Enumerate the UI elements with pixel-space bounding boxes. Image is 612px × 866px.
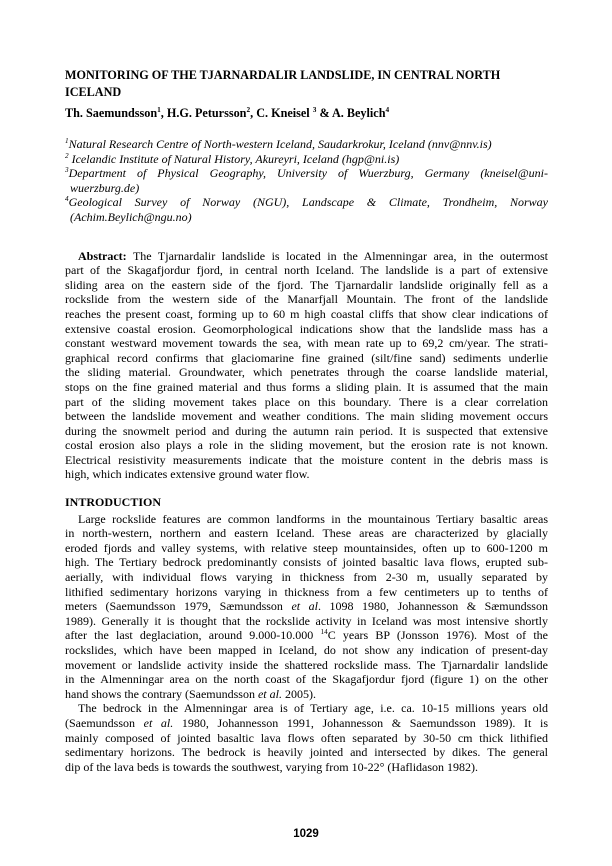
text-line: dip of the lava beds is towards the southwest, varying from 10-22° (Haflidason 1982). (65, 759, 479, 774)
text-line: wuerzburg.de) (70, 180, 140, 195)
text-line: in north-western, northern and eastern Iceland. These areas are characterized by glacially (65, 526, 548, 541)
text-line: hand shows the contrary (Saemundsson et al. 2005). (65, 686, 316, 701)
text-line: after the last deglaciation, around 9.000-10.000 $^{14}$C years BP (Jonsson 1976). Most of the (65, 628, 549, 643)
text-line: $^4$Geological Survey of Norway (NGU), Landscape & Climate, Trondheim, Norway (65, 195, 548, 210)
introduction-paragraph-2 (65, 701, 548, 774)
text-line: meters (Saemundsson 1979, Sæmundsson et al. 1098 1980, Johannesson & Sæmundsson (65, 599, 548, 614)
text-line: ICELAND (65, 85, 122, 99)
text-line: costal erosion also plays a role in the sliding movement, but the erosion rate is not known. (65, 438, 548, 453)
text-line: mainly composed of jointed basaltic lava flows often separated by 30-50 cm thick lithified (65, 730, 548, 745)
text-line: graphical record confirms that glaciomarine fine grained (silt/fine sand) sediments underlie (65, 350, 548, 365)
text-line: Electrical resistivity measurements indicate that the moisture content in the debris mass is (65, 452, 548, 467)
text-line: The bedrock in the Almenningar area is of Tertiary age, i.e. ca. 10-15 millions years old (78, 701, 548, 716)
text-line: rockslides, which have been mapped in Iceland, do not show any indication of present-day (65, 643, 548, 657)
text-line: (Achim.Beylich@ngu.no) (70, 209, 192, 224)
text-line: lithified sedimentary horizons varying in thickness from a few centimeters up to tenths of (65, 584, 548, 599)
text-line: high, which indicates extensive ground water flow. (65, 467, 310, 482)
page-number: 1029 (293, 828, 319, 840)
text-line: $^3$Department of Physical Geography, University of Wuerzburg, Germany (kneisel@uni- (65, 166, 548, 181)
text-line: part of the sliding movement takes place on this boundary. There is a clear correlation (65, 394, 548, 409)
text-line: 1989). Generally it is thought that the rockslide activity in Iceland was most intensive shortly (65, 613, 548, 628)
introduction-paragraph-1 (65, 512, 548, 702)
abstract-paragraph (65, 249, 548, 483)
page-content (65, 67, 548, 774)
text-line: part of the Skagafjordur fjord, in central north Iceland. The landslide is a part of extensive (65, 263, 548, 278)
text-line: sliding area on the eastern side of the fjord. The Tjarnardalir landslide originally fell as a (65, 277, 548, 292)
text-line: in the Almenningar area on the north coast of the Skagafjordur fjord (figure 1) on the other (65, 672, 548, 687)
text-line: Abstract: The Tjarnardalir landslide is located in the Almenningar area, in the outermost (78, 248, 548, 263)
text-line: MONITORING OF THE TJARNARDALIR LANDSLIDE, IN CENTRAL NORTH (65, 68, 501, 82)
text-line: high. The Tertiary bedrock predominantly consists of jointed basaltic lava flows, erupted sub- (65, 555, 548, 570)
text-line: reaches the present coast, forming up to 60 m high coastal cliffs that show clear indications of (65, 306, 548, 321)
text-line: $^1$Natural Research Centre of North-western Iceland, Saudarkrokur, Iceland (nnv@nnv.is) (65, 137, 492, 151)
text-line: during the snowmelt period and during the autumn rain period. It is suspected that extensive (65, 423, 548, 438)
text-line: eroded fjords and valley systems, with relative steep mountainsides, often up to 600-1200 m (65, 540, 548, 555)
text-line: constant westward movement towards the sea, with mean rate up to 69,2 cm/year. The strati- (65, 336, 548, 351)
text-line: between the landslide movement and weather conditions. The main sliding movement occurs (65, 409, 548, 424)
section-heading-introduction: INTRODUCTION (65, 495, 162, 510)
text-line: sedimentary horizons. The bedrock is heavily jointed and intersected by dikes. The general (65, 745, 548, 760)
text-line: Large rockslide features are common landforms in the mountainous Tertiary basaltic areas (78, 511, 548, 526)
text-line: (Saemundsson et al. 1980, Johannesson 1991, Johannesson & Saemundsson 1989). It is (65, 715, 548, 730)
text-line: rockslide from the western side of the Manarfjall Mountain. The front of the landslide (65, 292, 548, 307)
authors-line: Th. Saemundsson$^1$, H.G. Petursson$^2$, C. Kneisel $^3$ & A. Beylich$^4$ (65, 104, 390, 120)
text-line: $^2$ Icelandic Institute of Natural History, Akureyri, Iceland (hgp@ni.is) (65, 151, 400, 166)
text-line: aerially, with individual flows varying in thickness from 2-30 m, usually separated by (65, 570, 548, 585)
affiliations-list (65, 137, 548, 225)
text-line: extensive coastal erosion. Geomorphological indications show that the landslide mass has a (65, 321, 548, 336)
paper-title (65, 67, 548, 101)
text-line: movement or landslide activity inside the shattered rockslide mass. The Tjarnardalir landslide (65, 657, 548, 672)
text-line: stops on the fine grained material and thus forms a sliding plain. It is assumed that the main (65, 379, 548, 394)
text-line: the sliding material. Groundwater, which penetrates through the coarse landslide material, (65, 365, 548, 380)
